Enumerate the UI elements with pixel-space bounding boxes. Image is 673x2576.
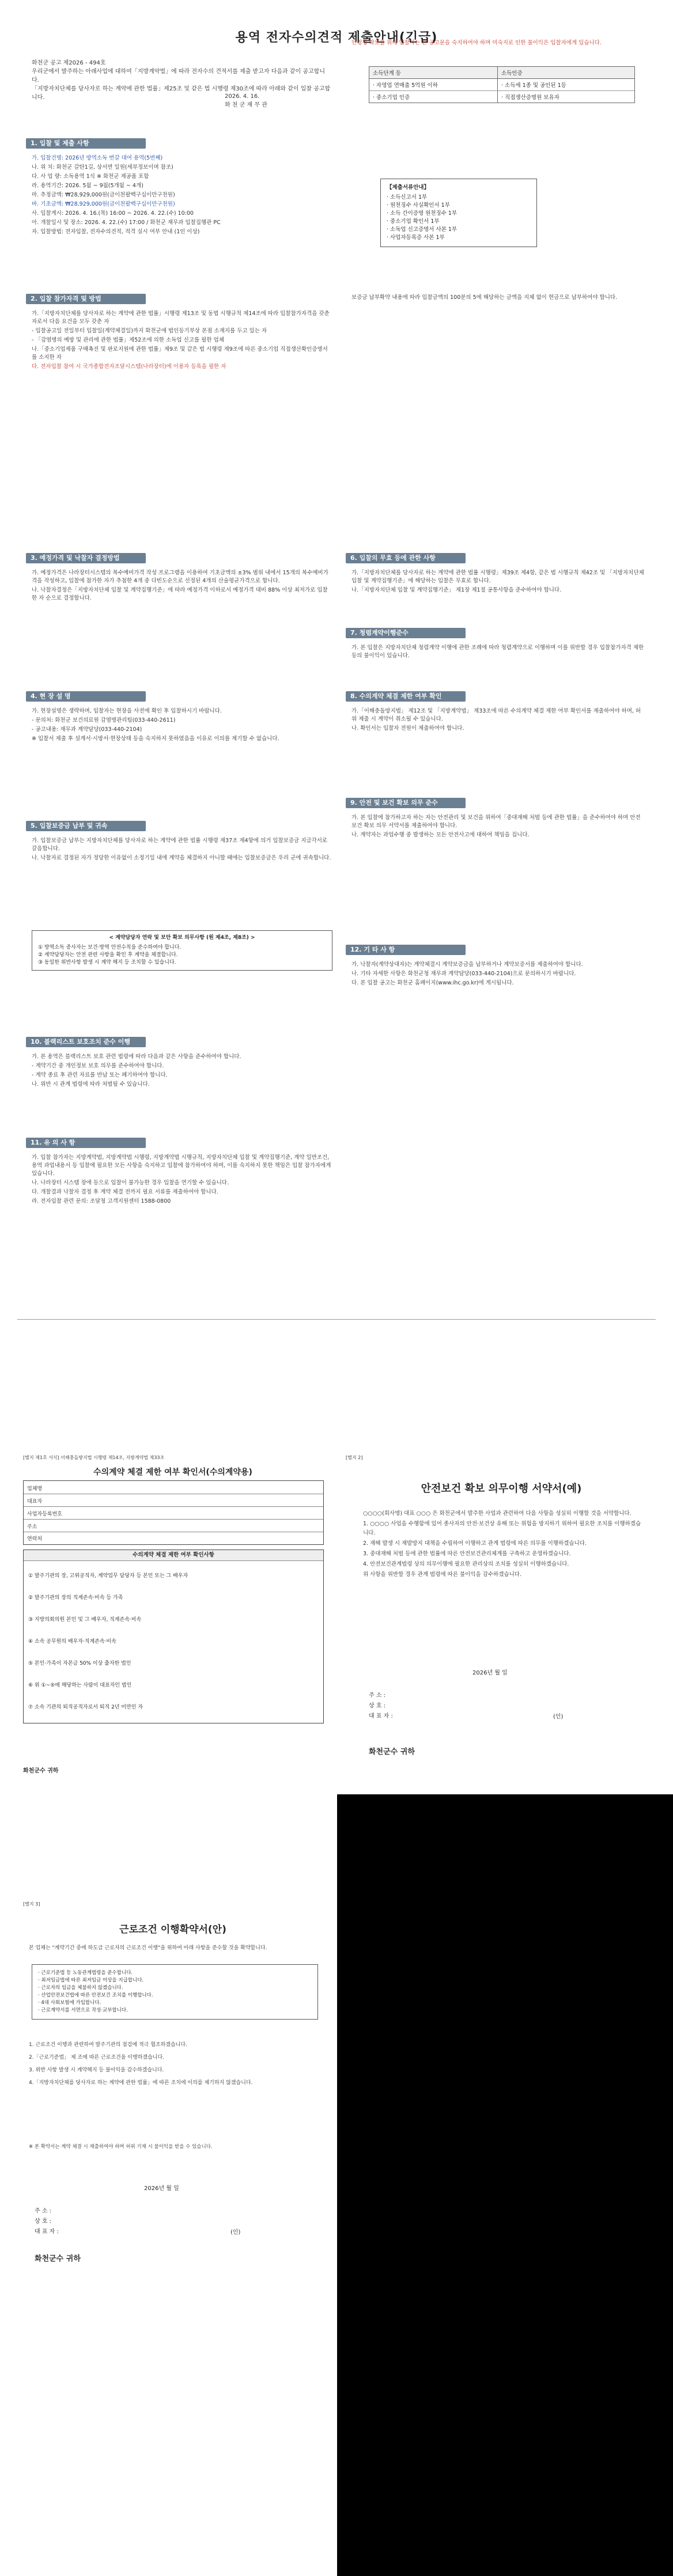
eligibility-table <box>369 66 635 103</box>
date-text: 2026. 4. 16. <box>225 93 260 100</box>
check-title: 수의계약 체결 제한 여부 확인사항 <box>24 1550 323 1561</box>
body-line: 가. 현장설명은 생략하며, 입찰자는 현장을 사전에 확인 후 입찰하시기 바랍니다. <box>32 708 222 714</box>
section-body <box>351 569 645 596</box>
body-line: 가. 낙찰자(계약상대자)는 계약체결시 계약보증금을 납부하거나 계약보증서를 제출하여야 합니다. <box>351 961 583 968</box>
body-line: 다. 전자입찰 참여 시 국가종합전자조달시스템(나라장터)에 이용자 등록을 필한 자 <box>32 363 226 370</box>
form2-body <box>363 1509 645 1581</box>
section-body <box>32 154 331 237</box>
body-line: 사. 입찰게시: 2026. 4. 16.(목) 16:00 ~ 2026. 4. 22.(수) 10:00 <box>32 210 194 217</box>
right-note <box>351 294 645 303</box>
sig-label: 주 소 : <box>35 2208 52 2214</box>
section-title: 10. 블랙리스트 보호조치 준수 이행 <box>26 1037 146 1047</box>
notice-meta <box>32 59 331 102</box>
seal-mark: (인) <box>230 2229 241 2236</box>
sig-label: 상 호 : <box>369 1703 386 1709</box>
page-divider <box>17 1319 656 1320</box>
body-line: 안정성 확보를 위해 입찰자는 본 공고문을 숙지하여야 하며 미숙지로 인한 불이익은 입찰자에게 있습니다. <box>351 40 602 46</box>
form3-footer: 화천군수 귀하 <box>35 2255 81 2263</box>
notice-title: < 계약담당자 연락 및 보안 확보 의무사항 (원 제4조, 제8조) > <box>109 935 255 941</box>
form2-header: [별지 2] <box>346 1455 363 1460</box>
body-line: 1. 근로조건 이행과 관련하여 발주기관의 점검에 적극 협조하겠습니다. <box>29 2042 187 2048</box>
section-title: 2. 입찰 참가자격 및 방법 <box>26 294 146 304</box>
sig-label: 대 표 자 : <box>35 2229 59 2235</box>
body-line: 보증금 납부확약 내용에 따라 입찰금액의 100분의 5에 해당하는 금액을 지체 없이 현금으로 납부하여야 합니다. <box>351 294 618 301</box>
form3-box <box>32 1964 318 2020</box>
blank-black-area <box>337 1794 673 2576</box>
box-item: · 근로기준법 등 노동관계법령을 준수합니다. <box>38 1970 133 1976</box>
body-line: - 입찰공고일 전일부터 입찰일(계약체결일)까지 화천군에 법인등기부상 본점 소재지를 두고 있는 자 <box>32 328 267 334</box>
meta-line: 화천군 공고 제2026 - 494호 <box>32 60 106 66</box>
body-line: 가. 입찰건명: 2026년 방역소독 번갈 대여 용역(5번째) <box>32 155 163 161</box>
body-line: 위 사항을 위반할 경우 관계 법령에 따른 불이익을 감수하겠습니다. <box>363 1571 521 1578</box>
section-body <box>32 707 331 744</box>
box-item: · 근로자의 임금을 체불하지 않겠습니다. <box>38 1985 123 1991</box>
section-body <box>32 1154 331 1207</box>
box-item: · 4대 사회보험에 가입합니다. <box>38 2000 101 2006</box>
body-line: 3. 중대재해 처벌 등에 관한 법률에 따른 안전보건관리체계를 구축하고 운영하겠습니다. <box>363 1551 571 1557</box>
form3-date: 2026년 월 일 <box>144 2185 179 2192</box>
body-line: 나. 위 치: 화천군 갈탄1길, 상서면 일원(세부정보이며 참조) <box>32 164 173 171</box>
form1-header: [별지 제1호 서식] 이해충돌방지법 시행령 제14조, 지방계약법 제33조 <box>23 1455 165 1460</box>
box-item: · 소독업 신고증명서 사본 1부 <box>387 226 458 233</box>
box-item: · 산업안전보건법에 따른 안전보건 조치를 이행합니다. <box>38 1992 153 1998</box>
check-item: ① 발주기관의 장, 고위공직자, 계약업무 담당자 등 본인 또는 그 배우자 <box>28 1573 188 1579</box>
body-line: 나. 나라장터 시스템 장애 등으로 입찰이 불가능한 경우 입찰을 연기할 수 있습니다. <box>32 1180 229 1186</box>
body-line: 다. 본 입찰 공고는 화천군 홈페이지(www.ihc.go.kr)에 게시됩니다. <box>351 980 514 986</box>
form1-info-table <box>23 1480 324 1545</box>
body-line: 바. 기초금액: ₩28,929,000원(금이천팔백구십이만구천원) <box>32 201 175 207</box>
box-item: · 최저임금법에 따른 최저임금 이상을 지급합니다. <box>38 1978 144 1983</box>
body-line: ※ 입찰서 제출 후 설계서·시방서·현장상태 등을 숙지하지 못하였음을 이유로 이의를 제기할 수 없습니다. <box>32 736 279 742</box>
body-line: 라. 용역기간: 2026. 5월 ~ 9월(5개월 ~ 4개) <box>32 183 143 189</box>
notice-line: ③ 동일한 위반사항 발생 시 계약 해지 등 조치할 수 있습니다. <box>38 960 176 965</box>
form-label: 연락처 <box>27 1536 43 1542</box>
form1-footer: 화천군수 귀하 <box>23 1768 59 1774</box>
form3-lines <box>29 2039 317 2090</box>
box-item: · 원천징수 사실확인서 1부 <box>387 202 450 209</box>
check-item: ⑤ 본인·가족이 자본금 50% 이상 출자한 법인 <box>28 1661 131 1666</box>
body-line: 나.「지방자치단체 입찰 및 계약집행기준」 제1장 제1절 공통사항을 준수하여야 합니다. <box>351 587 562 593</box>
form2-footer: 화천군수 귀하 <box>369 1748 415 1756</box>
section-body <box>351 961 645 988</box>
section-title: 12. 기 타 사 항 <box>346 945 466 955</box>
section-title: 8. 수의계약 체결 제한 여부 확인 <box>346 691 466 702</box>
box-item: · 중소기업 확인서 1부 <box>387 218 440 225</box>
section-body <box>32 569 331 604</box>
form-label: 업체명 <box>27 1486 43 1492</box>
body-line: - 계약기간 중 개인정보 보호 의무를 준수하여야 합니다. <box>32 1063 164 1069</box>
documents-box <box>380 179 537 247</box>
body-line: 나. 낙찰자로 결정된 자가 정당한 이유없이 소정기일 내에 계약을 체결하지 아니할 때에는 입찰보증금은 우리 군에 귀속합니다. <box>32 855 331 861</box>
form3-header: [별지 3] <box>23 1901 40 1907</box>
check-list <box>28 1565 316 1718</box>
body-line: - 문의처: 화천군 보건의료원 감염병관리팀(033-440-2611) <box>32 717 176 723</box>
section-title: 1. 입찰 및 제출 사항 <box>26 138 146 149</box>
body-line: 나. 확인서는 입찰자 전원이 제출하여야 합니다. <box>351 725 464 732</box>
table-row <box>369 79 634 91</box>
body-line: 다. 사 업 량: 소독용역 1식 ※ 화천군 제공품 포함 <box>32 173 149 180</box>
body-line: 가. 입찰보증금 납부는 지방자치단체를 당사자로 하는 계약에 관한 법률 시행령 제37조 제4항에 의거 입찰보증금 지급각서로 갈음합니다. <box>32 838 328 852</box>
body-line: 가. 본 용역은 블랙리스트 보호 관련 법령에 따라 다음과 같은 사항을 준수하여야 합니다. <box>32 1054 241 1060</box>
section-body <box>32 1053 331 1090</box>
right-intro <box>351 39 645 48</box>
body-line: 나. 위반 시 관계 법령에 따라 처벌될 수 있습니다. <box>32 1081 150 1088</box>
check-item: ⑦ 소속 기관의 퇴직공직자로서 퇴직 2년 미만인 자 <box>28 1704 143 1710</box>
section-title: 11. 유 의 사 항 <box>26 1138 146 1148</box>
form3-signature <box>35 2206 59 2237</box>
form2-signature <box>369 1691 393 1722</box>
form3-intro: 본 업체는 "계약기간 중에 하도급 근로자의 근로조건 이행"을 위하여 아래 사항을 준수할 것을 확약합니다. <box>29 1945 267 1951</box>
body-line: 가.「지방자치단체를 당사자로 하는 계약에 관한 법률 시행령」제39조 제4항, 같은 법 시행규칙 제42조 및 「지방자치단체 입찰 및 계약집행기준」에 해당하는 입찰은 무효로 합니다. <box>351 570 644 584</box>
form3-note: ※ 본 확약서는 계약 체결 시 제출하여야 하며 허위 기재 시 불이익을 받을 수 있습니다. <box>29 2144 213 2150</box>
body-line: 가. 입찰 참가자는 지방계약법, 지방계약법 시행령, 지방계약법 시행규칙, 지방자치단체 입찰 및 계약집행기준, 계약 일반조건, 용역 과업내용서 등 입찰에 필요한 모든 사항을 숙지하고 입찰에 참가하여야 하며, 이를 숙지하지 못한 책임은 입찰 참가자에게 있습니다. <box>32 1154 331 1177</box>
body-line: 1. ○○○○ 사업을 수행함에 있어 종사자의 안전·보건상 유해 또는 위험을 방지하기 위하여 필요한 조치를 이행하겠습니다. <box>363 1521 641 1536</box>
body-line: 가.「이해충돌방지법」 제12조 및 「지방계약법」 제33조에 따른 수의계약 체결 제한 여부 확인서를 제출하여야 하며, 허위 제출 시 계약이 취소될 수 있습니다. <box>351 708 641 722</box>
sig-label: 대 표 자 : <box>369 1713 393 1719</box>
notice-line: ① 방역소독 종사자는 보건·방역 안전수칙을 준수하여야 합니다. <box>38 945 182 950</box>
body-line: - 「감염병의 예방 및 관리에 관한 법률」제52조에 의한 소독업 신고를 필한 업체 <box>32 337 224 343</box>
section-body <box>351 707 645 734</box>
body-line: 아. 개찰일시 및 장소: 2026. 4. 22.(수) 17:00 / 화천군 재무과 입찰집행관 PC <box>32 219 221 226</box>
body-line: - 계약 종료 후 관련 자료를 반납 또는 폐기하여야 합니다. <box>32 1072 168 1078</box>
section-title: 3. 예정가격 및 낙찰자 결정방법 <box>26 553 146 563</box>
seal-mark: (인) <box>553 1714 564 1720</box>
check-item: ② 발주기관의 장의 직계존속·비속 등 가족 <box>28 1595 123 1601</box>
form1-check-table <box>23 1550 324 1723</box>
box-item: · 소득 간이증명 원천징수 1부 <box>387 210 458 217</box>
section-body <box>351 814 645 840</box>
body-line: 다. 개찰결과 낙찰자 결정 후 계약 체결 전까지 필요 서류를 제출하여야 합니다. <box>32 1189 218 1195</box>
table-header: 소득단계 등 <box>369 67 498 78</box>
form1-title: 수의계약 체결 제한 여부 확인서(수의계약용) <box>93 1468 252 1477</box>
form2-date: 2026년 월 일 <box>472 1670 508 1676</box>
box-item: · 사업자등록증 사본 1부 <box>387 234 445 241</box>
meta-line: 「지방자치단체를 당사자로 하는 계약에 관한 법률」제25조 및 같은 법 시행령 제30조에 따라 아래와 같이 입찰 공고합니다. <box>32 86 331 101</box>
body-line: 나.「중소기업제품 구매촉진 및 판로지원에 관한 법률」제9조 및 같은 법 시행령 제9조에 따른 중소기업 직접생산확인증명서를 소지한 자 <box>32 346 328 361</box>
table-row <box>369 91 634 103</box>
section-body <box>32 310 331 372</box>
form-label: 사업자등록번호 <box>27 1511 62 1517</box>
notice-date <box>225 93 267 108</box>
table-cell: · 자영업 연매출 5억원 이하 <box>369 79 498 90</box>
body-line: 가.「지방자치단체를 당사자로 하는 계약에 관한 법률」시행령 제13조 및 동법 시행규칙 제14조에 따라 입찰참가자격을 갖춘 자로서 다음 요건을 모두 갖춘 자 <box>32 310 330 325</box>
form-label: 주소 <box>27 1524 37 1530</box>
form2-title: 안전보건 확보 의무이행 서약서(예) <box>421 1483 582 1495</box>
body-line: 2. 재해 발생 시 재발방지 대책을 수립하여 이행하고 관계 법령에 따른 의무를 이행하겠습니다. <box>363 1540 587 1547</box>
body-line: 마. 추정금액: ₩28,929,000원(금이천팔백구십이만구천원) <box>32 192 175 198</box>
box-item: · 근로계약서를 서면으로 작성·교부합니다. <box>38 2007 128 2013</box>
body-line: - 공고내용: 재무과 계약담당(033-440-2104) <box>32 726 142 733</box>
body-line: 4.「지방자치단체를 당사자로 하는 계약에 관한 법률」에 따른 조치에 이의를 제기하지 않겠습니다. <box>29 2080 253 2086</box>
body-line: 나. 기타 자세한 사항은 화천군청 재무과 계약담당(033-440-2104)으로 문의하시기 바랍니다. <box>351 971 576 977</box>
body-line: 라. 전자입찰 관련 문의: 조달청 고객지원센터 1588-0800 <box>32 1198 171 1204</box>
section-title: 4. 현 장 설 명 <box>26 691 146 702</box>
sig-label: 상 호 : <box>35 2218 52 2225</box>
section-title: 9. 안전 및 보건 확보 의무 준수 <box>346 798 466 808</box>
section-title: 7. 청렴계약이행준수 <box>346 628 466 638</box>
section-body <box>32 837 331 863</box>
section-title: 5. 입찰보증금 납부 및 귀속 <box>26 821 146 831</box>
notice-line: ② 계약담당자는 안전 관련 사항을 확인 후 계약을 체결합니다. <box>38 952 178 958</box>
form-label: 대표자 <box>27 1499 43 1505</box>
body-line: 가. 예정가격은 나라장터시스템의 복수예비가격 작성 프로그램을 이용하여 기초금액의 ±3% 범위 내에서 15개의 복수예비가격을 작성하고, 입찰에 참가한 자가 추첨한 4개 중 다빈도순으로 선정된 4개의 산술평균가격으로 합니다. <box>32 570 328 584</box>
table-cell: · 소득세 1종 및 공인된 1등 <box>501 82 566 89</box>
table-header: 소득인증 <box>501 70 523 77</box>
table-cell: · 중소기업 인증 <box>369 91 498 103</box>
section-body <box>351 644 645 661</box>
form3-title: 근로조건 이행확약서(안) <box>119 1924 226 1935</box>
body-line: ○○○○(회사명) 대표 ○○○ 은 화천군에서 발주한 사업과 관련하여 다음 사항을 성실히 이행할 것을 서약합니다. <box>363 1510 632 1517</box>
page-title: 용역 전자수의견적 제출안내(긴급) <box>235 31 438 45</box>
issuer-text: 화 천 군 재 무 관 <box>225 102 267 108</box>
obligation-notice <box>32 930 332 971</box>
check-item: ③ 지방의회의원 본인 및 그 배우자, 직계존속·비속 <box>28 1617 142 1623</box>
box-title: 【제출서류안내】 <box>387 184 430 191</box>
meta-line: 우리군에서 발주하는 아래사업에 대하여「지방계약법」에 따라 전자수의 견적서를 제출 받고자 다음과 같이 공고합니다. <box>32 69 325 84</box>
body-line: 3. 위반 사항 발생 시 계약해지 등 불이익을 감수하겠습니다. <box>29 2067 164 2073</box>
body-line: 가. 본 입찰에 참가하고자 하는 자는 안전관리 및 보건을 위하여「중대재해 처벌 등에 관한 법률」을 준수하여야 하며 안전보건 확보 의무 서약서를 제출하여야 합니다. <box>351 815 641 829</box>
check-item: ④ 소속 공무원의 배우자·직계존속·비속 <box>28 1639 116 1645</box>
body-line: 자. 입찰방법: 전자입찰, 전자수의견적, 적격 실시 여부 안내 (1인 이상) <box>32 229 200 235</box>
table-cell: · 직접생산증명원 보유자 <box>501 94 559 101</box>
section-title: 6. 입찰의 무효 등에 관한 사항 <box>346 553 466 563</box>
sig-label: 주 소 : <box>369 1692 386 1699</box>
body-line: 2.「근로기준법」 제 조에 따른 근로조건을 이행하겠습니다. <box>29 2055 165 2060</box>
body-line: 4. 안전보건관계법령 상의 의무이행에 필요한 관리상의 조치를 성실히 이행하겠습니다. <box>363 1561 569 1567</box>
body-line: 나. 계약자는 과업수행 중 발생하는 모든 안전사고에 대하여 책임을 집니다. <box>351 832 530 838</box>
check-item: ⑥ 위 ①~⑤에 해당하는 사람이 대표자인 법인 <box>28 1683 132 1688</box>
body-line: 가. 본 입찰은 지방자치단체 청렴계약 이행에 관한 조례에 따라 청렴계약으로 이행하며 이를 위반할 경우 입찰참가자격 제한 등의 불이익이 있습니다. <box>351 645 644 659</box>
body-line: 나. 낙찰자결정은「지방자치단체 입찰 및 계약집행기준」에 따라 예정가격 이하로서 예정가격 대비 88% 이상 최저가로 입찰한 자 순으로 결정합니다. <box>32 587 328 601</box>
box-item: · 소득신고서 1부 <box>387 194 428 200</box>
